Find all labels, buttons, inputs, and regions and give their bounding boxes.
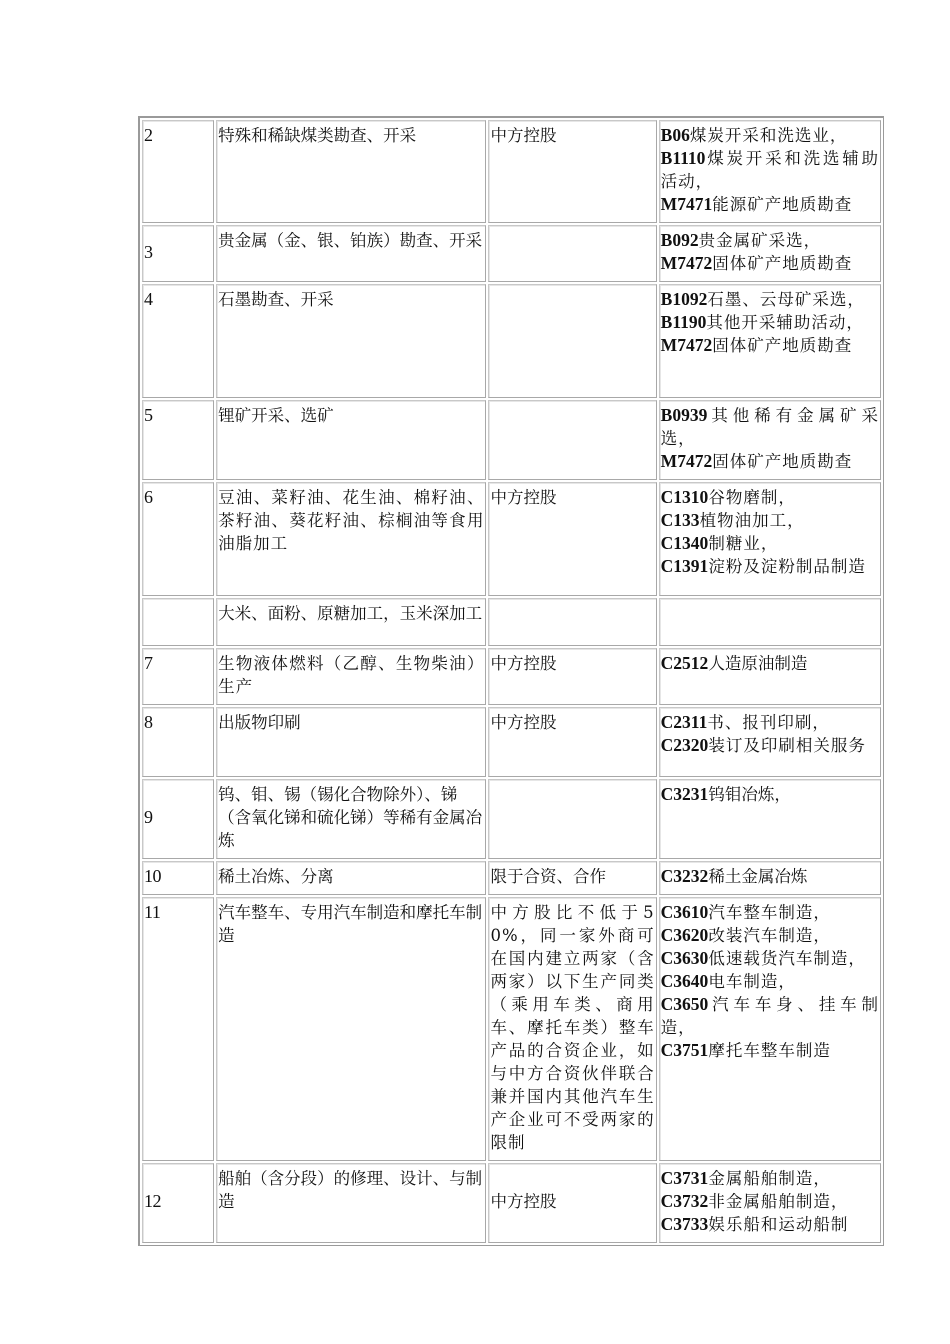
- code-entry: [661, 993, 879, 1039]
- industry-codes: [659, 482, 881, 596]
- table-row: [142, 482, 881, 596]
- code-description: 低速载货汽车制造，: [708, 949, 866, 968]
- industry-code: C3751: [660, 1040, 709, 1060]
- code-description: 摩托车整车制造: [708, 1041, 831, 1060]
- code-entry: [661, 124, 879, 147]
- industry-codes: [659, 284, 881, 398]
- code-entry: [661, 901, 879, 924]
- industry-code: C3630: [660, 948, 709, 968]
- code-description: 非金属船舶制造，: [708, 1192, 849, 1211]
- industry-codes: [659, 707, 881, 777]
- industry-code: B0939: [660, 405, 708, 425]
- industry-codes: [659, 225, 881, 282]
- code-entry: [661, 1190, 879, 1213]
- ownership-restriction: 中方控股: [488, 648, 656, 705]
- industry-codes: [659, 897, 881, 1161]
- code-entry: [661, 229, 879, 252]
- industry-code: M7472: [660, 253, 713, 273]
- industry-item: 稀土冶炼、分离: [216, 861, 486, 895]
- code-description: 固体矿产地质勘查: [712, 452, 853, 471]
- code-description: 制糖业，: [708, 534, 779, 553]
- code-description: 石墨、云母矿采选，: [707, 290, 865, 309]
- row-number: 11: [142, 897, 214, 1161]
- industry-item: 特殊和稀缺煤类勘查、开采: [216, 120, 486, 223]
- code-description: 金属船舶制造，: [708, 1169, 831, 1188]
- code-description: 装订及印刷相关服务: [708, 736, 866, 755]
- industry-code: C133: [660, 510, 700, 530]
- industry-code: B1190: [660, 312, 707, 332]
- code-entry: [661, 555, 879, 578]
- ownership-restriction: [488, 779, 656, 859]
- ownership-restriction: [488, 225, 656, 282]
- ownership-restriction: 中方股比不低于50%，同一家外商可在国内建立两家（含两家）以下生产同类（乘用车类、商用车、摩托车类）整车产品的合资企业，如与中方合资伙伴联合兼并国内其他汽车生产企业可不受两家的限制: [488, 897, 656, 1161]
- ownership-restriction: [488, 284, 656, 398]
- industry-code: M7472: [660, 451, 713, 471]
- table-row: [142, 598, 881, 646]
- industry-code: C3640: [660, 971, 709, 991]
- code-description: 汽车整车制造，: [708, 903, 831, 922]
- industry-item: 出版物印刷: [216, 707, 486, 777]
- table-row: [142, 897, 881, 1161]
- code-entry: [661, 1039, 879, 1062]
- row-number: [142, 598, 214, 646]
- ownership-restriction: 中方控股: [488, 482, 656, 596]
- ownership-restriction: 限于合资、合作: [488, 861, 656, 895]
- code-description: 淀粉及淀粉制品制造: [708, 557, 866, 576]
- code-description: 书、报刊印刷，: [707, 713, 830, 732]
- ownership-restriction: 中方控股: [488, 1163, 656, 1243]
- industry-code: B06: [660, 125, 690, 145]
- ownership-restriction: 中方控股: [488, 707, 656, 777]
- industry-code: C3650: [660, 994, 709, 1014]
- code-entry: [661, 1167, 879, 1190]
- industry-code: B092: [660, 230, 699, 250]
- industry-code: C3232: [660, 866, 709, 886]
- table-body: [142, 120, 881, 1243]
- ownership-restriction: [488, 598, 656, 646]
- code-description: 煤炭开采和洗选业，: [689, 126, 848, 145]
- industry-item: 生物液体燃料（乙醇、生物柴油）生产: [216, 648, 486, 705]
- industry-code: C2320: [660, 735, 709, 755]
- code-description: 固体矿产地质勘查: [712, 254, 853, 273]
- industry-code: M7471: [660, 194, 713, 214]
- industry-codes: [659, 120, 881, 223]
- row-number: 9: [142, 779, 214, 859]
- industry-code: B1110: [660, 148, 706, 168]
- code-entry: [661, 947, 879, 970]
- table-row: [142, 225, 881, 282]
- industry-codes: [659, 779, 881, 859]
- table-row: [142, 861, 881, 895]
- industry-code: B1092: [660, 289, 708, 309]
- code-entry: [661, 783, 879, 806]
- industry-item: 汽车整车、专用汽车制造和摩托车制造: [216, 897, 486, 1161]
- code-entry: [661, 288, 879, 311]
- industry-item: 锂矿开采、选矿: [216, 400, 486, 480]
- industry-code: C3732: [660, 1191, 709, 1211]
- code-entry: [661, 147, 879, 193]
- code-entry: [661, 532, 879, 555]
- industry-code: C1391: [660, 556, 709, 576]
- row-number: 3: [142, 225, 214, 282]
- code-description: 稀土金属冶炼: [708, 867, 808, 886]
- code-entry: [661, 311, 879, 334]
- code-entry: [661, 334, 879, 357]
- industry-codes: [659, 861, 881, 895]
- industry-codes: [659, 648, 881, 705]
- code-entry: [661, 193, 879, 216]
- code-entry: [661, 450, 879, 473]
- table-row: [142, 284, 881, 398]
- row-number: 10: [142, 861, 214, 895]
- table-row: [142, 120, 881, 223]
- industry-code: C3733: [660, 1214, 709, 1234]
- code-description: 人造原油制造: [708, 654, 808, 673]
- code-description: 植物油加工，: [699, 511, 805, 530]
- code-entry: [661, 924, 879, 947]
- code-entry: [661, 1213, 879, 1236]
- industry-codes: [659, 598, 881, 646]
- industry-item: 钨、钼、锡（锡化合物除外）、锑（含氧化锑和硫化锑）等稀有金属冶炼: [216, 779, 486, 859]
- table-row: [142, 648, 881, 705]
- code-description: 煤炭开采和洗选辅助活动，: [660, 149, 879, 191]
- ownership-restriction: 中方控股: [488, 120, 656, 223]
- industry-item: 大米、面粉、原糖加工，玉米深加工: [216, 598, 486, 646]
- row-number: 8: [142, 707, 214, 777]
- ownership-restriction: [488, 400, 656, 480]
- row-number: 7: [142, 648, 214, 705]
- industry-item: 石墨勘查、开采: [216, 284, 486, 398]
- industry-codes: [659, 400, 881, 480]
- code-description: 汽车车身、挂车制造，: [660, 995, 879, 1037]
- industry-code: C2512: [660, 653, 709, 673]
- code-description: 谷物磨制，: [708, 488, 796, 507]
- code-entry: [661, 711, 879, 734]
- industry-codes: [659, 1163, 881, 1243]
- industry-code: C3620: [660, 925, 709, 945]
- table-row: [142, 779, 881, 859]
- industry-code: C3610: [660, 902, 709, 922]
- code-entry: [661, 252, 879, 275]
- table-row: [142, 1163, 881, 1243]
- row-number: 4: [142, 284, 214, 398]
- industry-item: 豆油、菜籽油、花生油、棉籽油、茶籽油、葵花籽油、棕榈油等食用油脂加工: [216, 482, 486, 596]
- row-number: 2: [142, 120, 214, 223]
- catalog-table-container: [138, 116, 884, 1246]
- code-entry: [661, 509, 879, 532]
- code-description: 其他开采辅助活动，: [706, 313, 864, 332]
- code-description: 贵金属矿采选，: [698, 231, 822, 250]
- industry-code: C3231: [660, 784, 709, 804]
- row-number: 5: [142, 400, 214, 480]
- code-entry: [661, 652, 879, 675]
- code-description: 钨钼冶炼，: [708, 785, 791, 804]
- row-number: 6: [142, 482, 214, 596]
- code-entry: [661, 970, 879, 993]
- code-description: 其他稀有金属矿采选，: [660, 406, 879, 448]
- code-description: 能源矿产地质勘查: [712, 195, 853, 214]
- code-entry: [661, 734, 879, 757]
- code-entry: [661, 486, 879, 509]
- catalog-table: [138, 116, 884, 1246]
- table-row: [142, 400, 881, 480]
- industry-code: C1340: [660, 533, 709, 553]
- row-number: 12: [142, 1163, 214, 1243]
- code-entry: [661, 404, 879, 450]
- industry-item: 贵金属（金、银、铂族）勘查、开采: [216, 225, 486, 282]
- industry-code: C1310: [660, 487, 709, 507]
- industry-code: M7472: [660, 335, 713, 355]
- code-description: 娱乐船和运动船制: [708, 1215, 849, 1234]
- code-description: 固体矿产地质勘查: [712, 336, 853, 355]
- code-description: 改装汽车制造，: [708, 926, 831, 945]
- table-row: [142, 707, 881, 777]
- industry-code: C3731: [660, 1168, 709, 1188]
- code-description: 电车制造，: [708, 972, 796, 991]
- code-entry: [661, 865, 879, 888]
- industry-item: 船舶（含分段）的修理、设计、与制造: [216, 1163, 486, 1243]
- industry-code: C2311: [660, 712, 708, 732]
